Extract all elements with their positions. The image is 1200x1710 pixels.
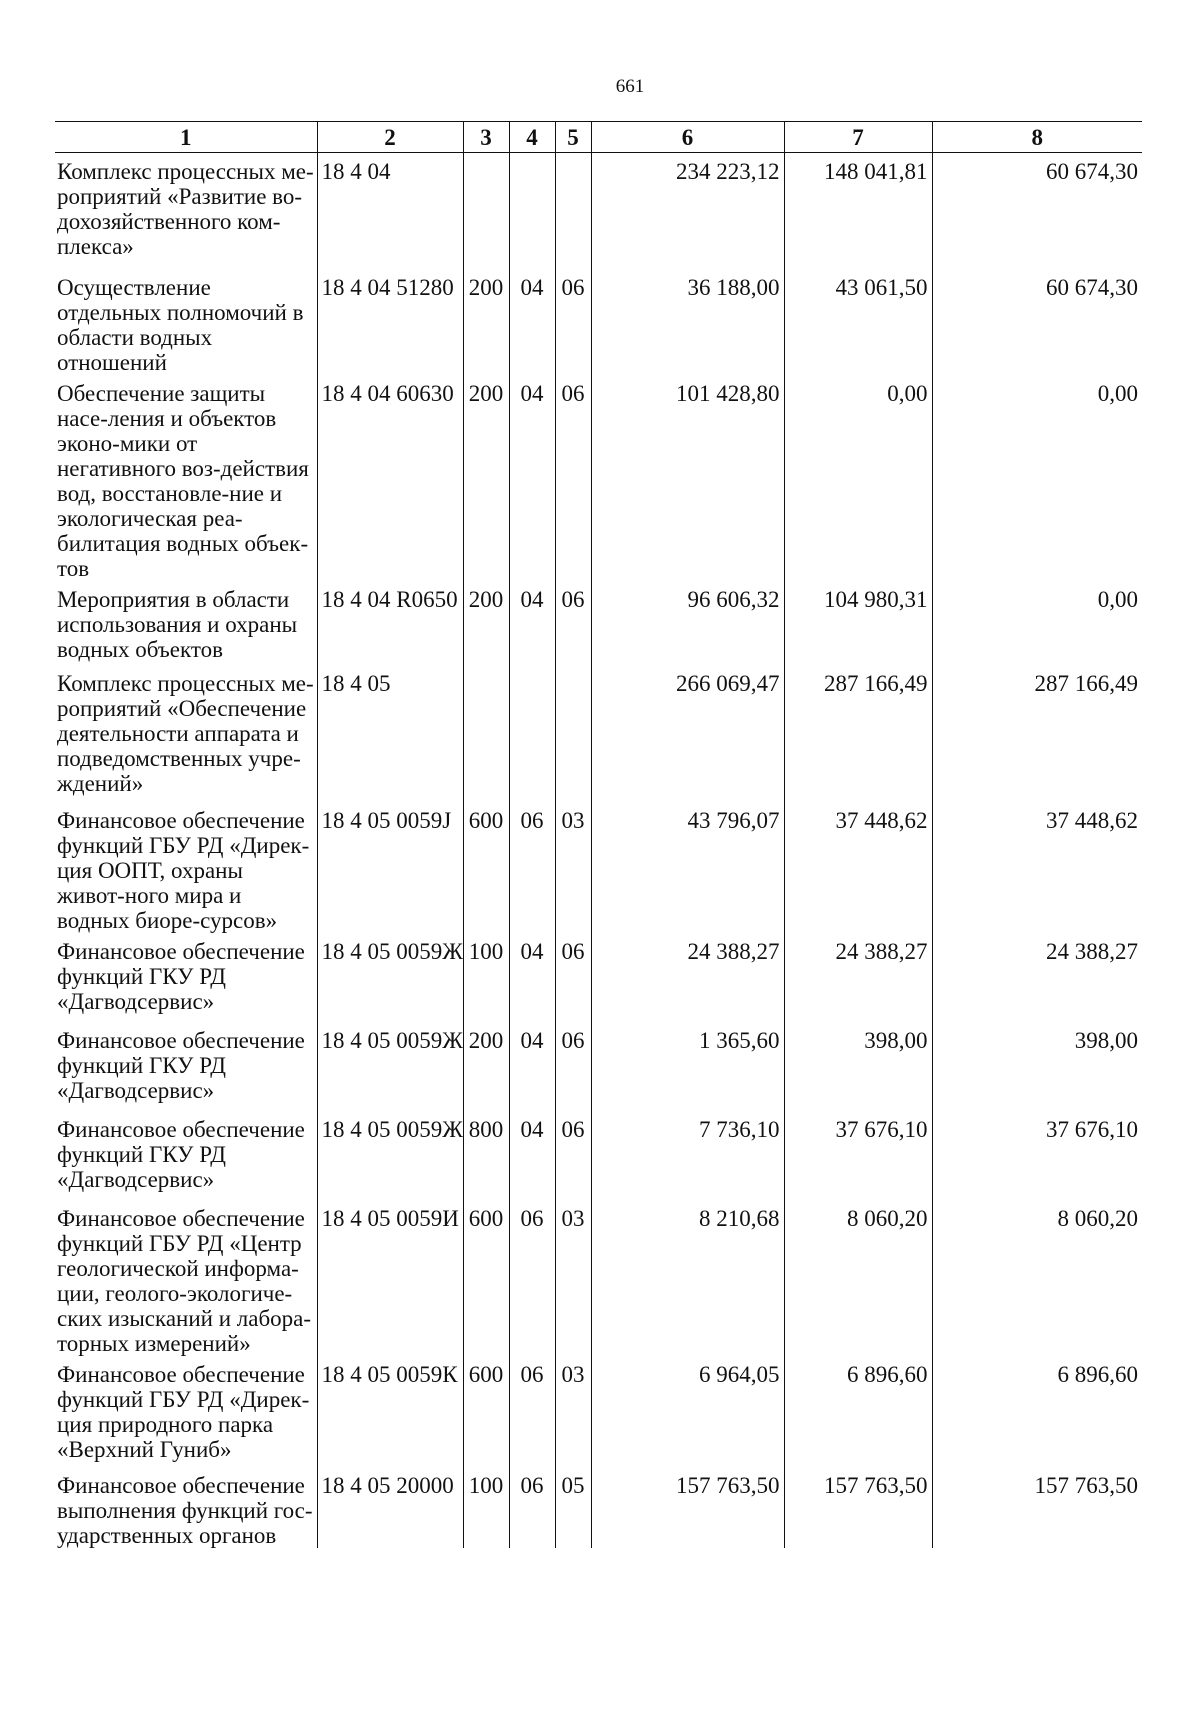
- row-col3-cell: 800: [463, 1111, 509, 1200]
- row-col5-cell: [555, 665, 591, 802]
- row-value7-cell: 24 388,27: [784, 933, 932, 1022]
- row-col5-cell: 03: [555, 1200, 591, 1356]
- col-header-3: 3: [463, 122, 509, 153]
- row-value7-cell: 8 060,20: [784, 1200, 932, 1356]
- row-col4-cell: 04: [509, 269, 555, 375]
- row-name-cell: Мероприятия в области использования и охраны водных объектов: [57, 586, 298, 662]
- table-row: [55, 153, 1142, 269]
- row-col5-cell: 05: [555, 1467, 591, 1548]
- row-value7-cell: 0,00: [784, 375, 932, 581]
- row-value8-cell: 37 448,62: [932, 802, 1142, 933]
- row-value6-cell: 96 606,32: [591, 581, 784, 665]
- row-col5-cell: 06: [555, 933, 591, 1022]
- row-col4-cell: 04: [509, 581, 555, 665]
- row-col4-cell: 04: [509, 1022, 555, 1111]
- row-value6-cell: 6 964,05: [591, 1356, 784, 1467]
- table-row: [55, 375, 1142, 581]
- row-value7-cell: 6 896,60: [784, 1356, 932, 1467]
- row-name-cell: Финансовое обеспечение функций ГКУ РД «Дагводсервис»: [57, 1027, 305, 1103]
- row-value6-cell: 157 763,50: [591, 1467, 784, 1548]
- row-value6-cell: 36 188,00: [591, 269, 784, 375]
- row-value6-cell: 1 365,60: [591, 1022, 784, 1111]
- row-code-cell: 18 4 04 51280: [317, 269, 463, 375]
- row-col5-cell: 06: [555, 581, 591, 665]
- row-value6-cell: 24 388,27: [591, 933, 784, 1022]
- row-code-cell: 18 4 05 0059J: [317, 802, 463, 933]
- row-name-cell: Финансовое обеспечение функций ГБУ РД «Центр геологической информа-ции, геолого-экологиче-ских изысканий и лабора-торных измерений»: [57, 1205, 312, 1356]
- table-row: [55, 1022, 1142, 1111]
- row-code-cell: 18 4 05 0059И: [317, 1200, 463, 1356]
- table-row: [55, 1200, 1142, 1356]
- row-col3-cell: 200: [463, 269, 509, 375]
- row-col5-cell: 06: [555, 1022, 591, 1111]
- table-body: [55, 153, 1142, 1548]
- row-name-cell: Осуществление отдельных полномочий в области водных отношений: [57, 274, 304, 375]
- header-row: [55, 122, 1142, 153]
- row-code-cell: 18 4 05 0059Ж: [317, 1111, 463, 1200]
- col-header-6: 6: [591, 122, 784, 153]
- row-value6-cell: 266 069,47: [591, 665, 784, 802]
- row-code-cell: 18 4 05 0059К: [317, 1356, 463, 1467]
- row-col4-cell: 06: [509, 1356, 555, 1467]
- row-code-cell: 18 4 05: [317, 665, 463, 802]
- row-col3-cell: 100: [463, 1467, 509, 1548]
- page-number: 661: [615, 76, 645, 97]
- table-row: [55, 1111, 1142, 1200]
- row-name-cell: Финансовое обеспечение функций ГКУ РД «Дагводсервис»: [57, 938, 305, 1014]
- row-value8-cell: 157 763,50: [932, 1467, 1142, 1548]
- row-col4-cell: [509, 153, 555, 269]
- row-col5-cell: 06: [555, 1111, 591, 1200]
- row-value7-cell: 37 448,62: [784, 802, 932, 933]
- row-value7-cell: 43 061,50: [784, 269, 932, 375]
- budget-table: [55, 121, 1142, 1548]
- row-value7-cell: 157 763,50: [784, 1467, 932, 1548]
- row-name-cell: Финансовое обеспечение функций ГБУ РД «Дирек-ция природного парка «Верхний Гуниб»: [57, 1361, 310, 1462]
- row-code-cell: 18 4 05 0059Ж: [317, 1022, 463, 1111]
- table-row: [55, 665, 1142, 802]
- row-name-cell: Финансовое обеспечение функций ГБУ РД «Дирек-ция ООПТ, охраны живот-ного мира и водных биоре-сурсов»: [57, 807, 310, 933]
- col-header-4: 4: [509, 122, 555, 153]
- col-header-8: 8: [932, 122, 1142, 153]
- row-code-cell: 18 4 04 R0650: [317, 581, 463, 665]
- col-header-5: 5: [555, 122, 591, 153]
- row-value7-cell: 37 676,10: [784, 1111, 932, 1200]
- table-row: [55, 1467, 1142, 1548]
- table-row: [55, 933, 1142, 1022]
- row-value8-cell: 8 060,20: [932, 1200, 1142, 1356]
- row-code-cell: 18 4 05 0059Ж: [317, 933, 463, 1022]
- table-row: [55, 581, 1142, 665]
- row-value8-cell: 398,00: [932, 1022, 1142, 1111]
- row-name-cell: Финансовое обеспечение выполнения функций гос-ударственных органов: [57, 1472, 313, 1548]
- row-col4-cell: 04: [509, 933, 555, 1022]
- row-value7-cell: 287 166,49: [784, 665, 932, 802]
- row-value6-cell: 8 210,68: [591, 1200, 784, 1356]
- row-value8-cell: 24 388,27: [932, 933, 1142, 1022]
- row-value6-cell: 7 736,10: [591, 1111, 784, 1200]
- col-header-2: 2: [317, 122, 463, 153]
- table-row: [55, 269, 1142, 375]
- row-col3-cell: 200: [463, 1022, 509, 1111]
- row-col3-cell: [463, 153, 509, 269]
- row-col4-cell: [509, 665, 555, 802]
- row-value7-cell: 104 980,31: [784, 581, 932, 665]
- row-value8-cell: 60 674,30: [932, 269, 1142, 375]
- row-col5-cell: 06: [555, 375, 591, 581]
- row-col5-cell: [555, 153, 591, 269]
- table-row: [55, 1356, 1142, 1467]
- row-col3-cell: 200: [463, 581, 509, 665]
- row-col3-cell: 600: [463, 1356, 509, 1467]
- row-value8-cell: 0,00: [932, 375, 1142, 581]
- row-value7-cell: 398,00: [784, 1022, 932, 1111]
- row-col3-cell: [463, 665, 509, 802]
- row-col4-cell: 04: [509, 375, 555, 581]
- row-name-cell: Комплекс процессных ме-роприятий «Обеспечение деятельности аппарата и подведомственных учре-ждений»: [57, 670, 314, 796]
- row-value8-cell: 6 896,60: [932, 1356, 1142, 1467]
- row-col3-cell: 100: [463, 933, 509, 1022]
- row-name-cell: Комплекс процессных ме-роприятий «Развитие во-дохозяйственного ком-плекса»: [57, 159, 314, 259]
- row-col5-cell: 03: [555, 1356, 591, 1467]
- row-code-cell: 18 4 04: [317, 153, 463, 269]
- row-value7-cell: 148 041,81: [784, 153, 932, 269]
- row-col4-cell: 06: [509, 1200, 555, 1356]
- row-col3-cell: 600: [463, 1200, 509, 1356]
- row-value6-cell: 234 223,12: [591, 153, 784, 269]
- row-value8-cell: 287 166,49: [932, 665, 1142, 802]
- row-value6-cell: 43 796,07: [591, 802, 784, 933]
- row-col4-cell: 06: [509, 802, 555, 933]
- row-col5-cell: 03: [555, 802, 591, 933]
- row-value8-cell: 60 674,30: [932, 153, 1142, 269]
- row-col3-cell: 600: [463, 802, 509, 933]
- col-header-7: 7: [784, 122, 932, 153]
- row-code-cell: 18 4 05 20000: [317, 1467, 463, 1548]
- row-col3-cell: 200: [463, 375, 509, 581]
- row-col5-cell: 06: [555, 269, 591, 375]
- row-value8-cell: 37 676,10: [932, 1111, 1142, 1200]
- row-col4-cell: 06: [509, 1467, 555, 1548]
- row-code-cell: 18 4 04 60630: [317, 375, 463, 581]
- row-name-cell: Финансовое обеспечение функций ГКУ РД «Дагводсервис»: [57, 1116, 305, 1192]
- row-col4-cell: 04: [509, 1111, 555, 1200]
- row-name-cell: Обеспечение защиты насе-ления и объектов эконо-мики от негативного воз-действия вод, восстановле-ние и экологическая реа-билитация водных объек-тов: [57, 380, 309, 581]
- row-value8-cell: 0,00: [932, 581, 1142, 665]
- row-value6-cell: 101 428,80: [591, 375, 784, 581]
- table-row: [55, 802, 1142, 933]
- col-header-1: 1: [55, 122, 317, 153]
